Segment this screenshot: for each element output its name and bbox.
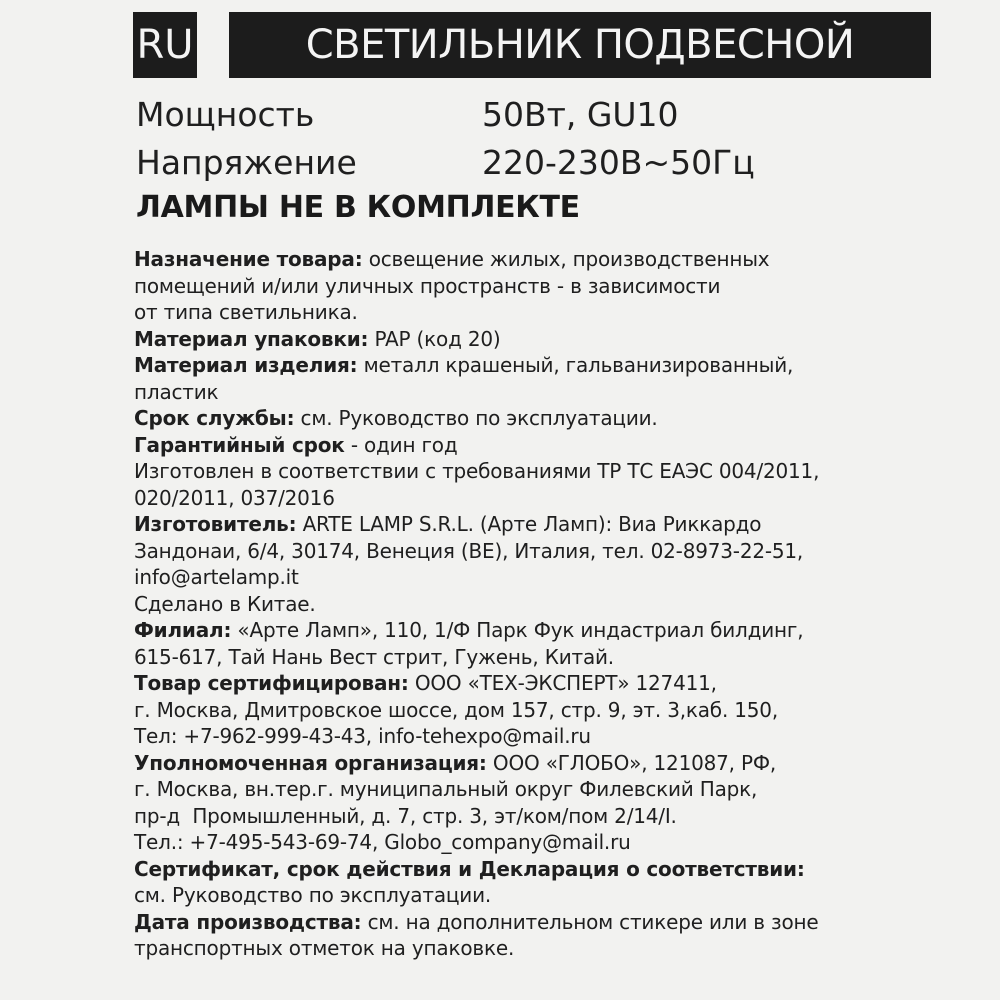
product-title: СВЕТИЛЬНИК ПОДВЕСНОЙ bbox=[229, 12, 931, 78]
info-line-text: ООО «ГЛОБО», 121087, РФ, bbox=[486, 750, 777, 775]
info-line-text: освещение жилых, производственных bbox=[362, 247, 770, 271]
info-line-text: пластик bbox=[134, 379, 219, 404]
spec-power-label: Мощность bbox=[136, 95, 315, 134]
info-line bbox=[134, 326, 994, 353]
info-line-text: см. Руководство по эксплуатации. bbox=[294, 406, 658, 430]
info-line-text: пр-д Промышленный, д. 7, стр. 3, эт/ком/пом 2/14/I. bbox=[134, 803, 677, 828]
info-line bbox=[134, 617, 994, 644]
info-line bbox=[134, 909, 994, 936]
info-line bbox=[134, 776, 994, 803]
info-line-text: Тел: +7-962-999-43-43, info-tehexpo@mail.ru bbox=[134, 724, 591, 748]
info-line bbox=[134, 803, 994, 830]
info-line-heading: Товар сертифицирован: bbox=[134, 671, 409, 695]
info-line-text: «Арте Ламп», 110, 1/Ф Парк Фук индастриал билдинг, bbox=[231, 618, 804, 642]
info-line-text: 615-617, Тай Нань Вест стрит, Гужень, Китай. bbox=[134, 644, 614, 669]
info-line-text: Сделано в Китае. bbox=[134, 591, 316, 616]
info-line-text: см. Руководство по эксплуатации. bbox=[134, 883, 492, 907]
info-line bbox=[134, 405, 994, 432]
info-line bbox=[134, 564, 994, 591]
info-line bbox=[134, 591, 994, 618]
info-line-text: ARTE LAMP S.R.L. (Арте Ламп): Виа Риккардо bbox=[296, 512, 762, 536]
spec-power-value: 50Вт, GU10 bbox=[482, 95, 679, 134]
info-line-heading: Срок службы: bbox=[134, 406, 295, 430]
info-line-text: info@artelamp.it bbox=[134, 565, 299, 589]
info-line-heading: Уполномоченная организация: bbox=[134, 750, 487, 775]
info-line bbox=[134, 299, 994, 326]
info-line bbox=[134, 352, 994, 379]
product-info-block bbox=[134, 246, 994, 962]
info-line bbox=[134, 485, 994, 512]
info-line bbox=[134, 511, 994, 538]
spec-power bbox=[136, 94, 679, 136]
spec-voltage-value: 220-230В~50Гц bbox=[482, 143, 755, 182]
info-line-text: 020/2011, 037/2016 bbox=[134, 485, 335, 510]
lamps-not-included-warning: ЛАМПЫ НЕ В КОМПЛЕКТЕ bbox=[136, 190, 580, 225]
info-line bbox=[134, 458, 994, 485]
info-line bbox=[134, 829, 994, 856]
info-line bbox=[134, 723, 994, 750]
info-line bbox=[134, 538, 994, 565]
info-line bbox=[134, 644, 994, 671]
spec-voltage-label: Напряжение bbox=[136, 143, 357, 182]
info-line-heading: Дата производства: bbox=[134, 909, 362, 934]
info-line bbox=[134, 935, 994, 962]
info-line-text: Тел.: +7-495-543-69-74, Globo_company@mail.ru bbox=[134, 830, 631, 854]
info-line bbox=[134, 697, 994, 724]
info-line-text: от типа светильника. bbox=[134, 300, 358, 324]
info-line bbox=[134, 882, 994, 909]
info-line-heading: Изготовитель: bbox=[134, 512, 297, 536]
info-line-text: см. на дополнительном стикере или в зоне bbox=[361, 909, 819, 934]
info-line bbox=[134, 246, 994, 273]
info-line-text: г. Москва, вн.тер.г. муниципальный округ Филевский Парк, bbox=[134, 777, 758, 801]
language-tag: RU bbox=[133, 12, 197, 78]
info-line-text: помещений и/или уличных пространств - в зависимости bbox=[134, 273, 721, 298]
info-line-text: Изготовлен в соответствии с требованиями ТР ТС ЕАЭС 004/2011, bbox=[134, 459, 820, 483]
info-line-heading: Материал изделия: bbox=[134, 353, 358, 377]
info-line-text: транспортных отметок на упаковке. bbox=[134, 936, 515, 960]
info-line bbox=[134, 670, 994, 697]
spec-voltage bbox=[136, 142, 755, 184]
info-line-heading: Сертификат, срок действия и Декларация о соответствии: bbox=[134, 856, 805, 881]
info-line-heading: Филиал: bbox=[134, 618, 232, 642]
info-line-text: Зандонаи, 6/4, 30174, Венеция (ВЕ), Италия, тел. 02-8973-22-51, bbox=[134, 538, 804, 563]
info-line bbox=[134, 750, 994, 777]
info-line-text: металл крашеный, гальванизированный, bbox=[357, 353, 794, 377]
info-line bbox=[134, 856, 994, 883]
info-line bbox=[134, 273, 994, 300]
info-line-text: г. Москва, Дмитровское шоссе, дом 157, стр. 9, эт. 3,каб. 150, bbox=[134, 697, 778, 722]
info-line-text: - один год bbox=[344, 432, 458, 457]
info-line bbox=[134, 379, 994, 406]
info-line-heading: Назначение товара: bbox=[134, 247, 363, 271]
info-line-heading: Гарантийный срок bbox=[134, 432, 345, 457]
info-line-heading: Материал упаковки: bbox=[134, 326, 369, 351]
info-line bbox=[134, 432, 994, 459]
info-line-text: PAP (код 20) bbox=[368, 326, 501, 351]
info-line-text: ООО «ТЕХ-ЭКСПЕРТ» 127411, bbox=[408, 671, 717, 695]
